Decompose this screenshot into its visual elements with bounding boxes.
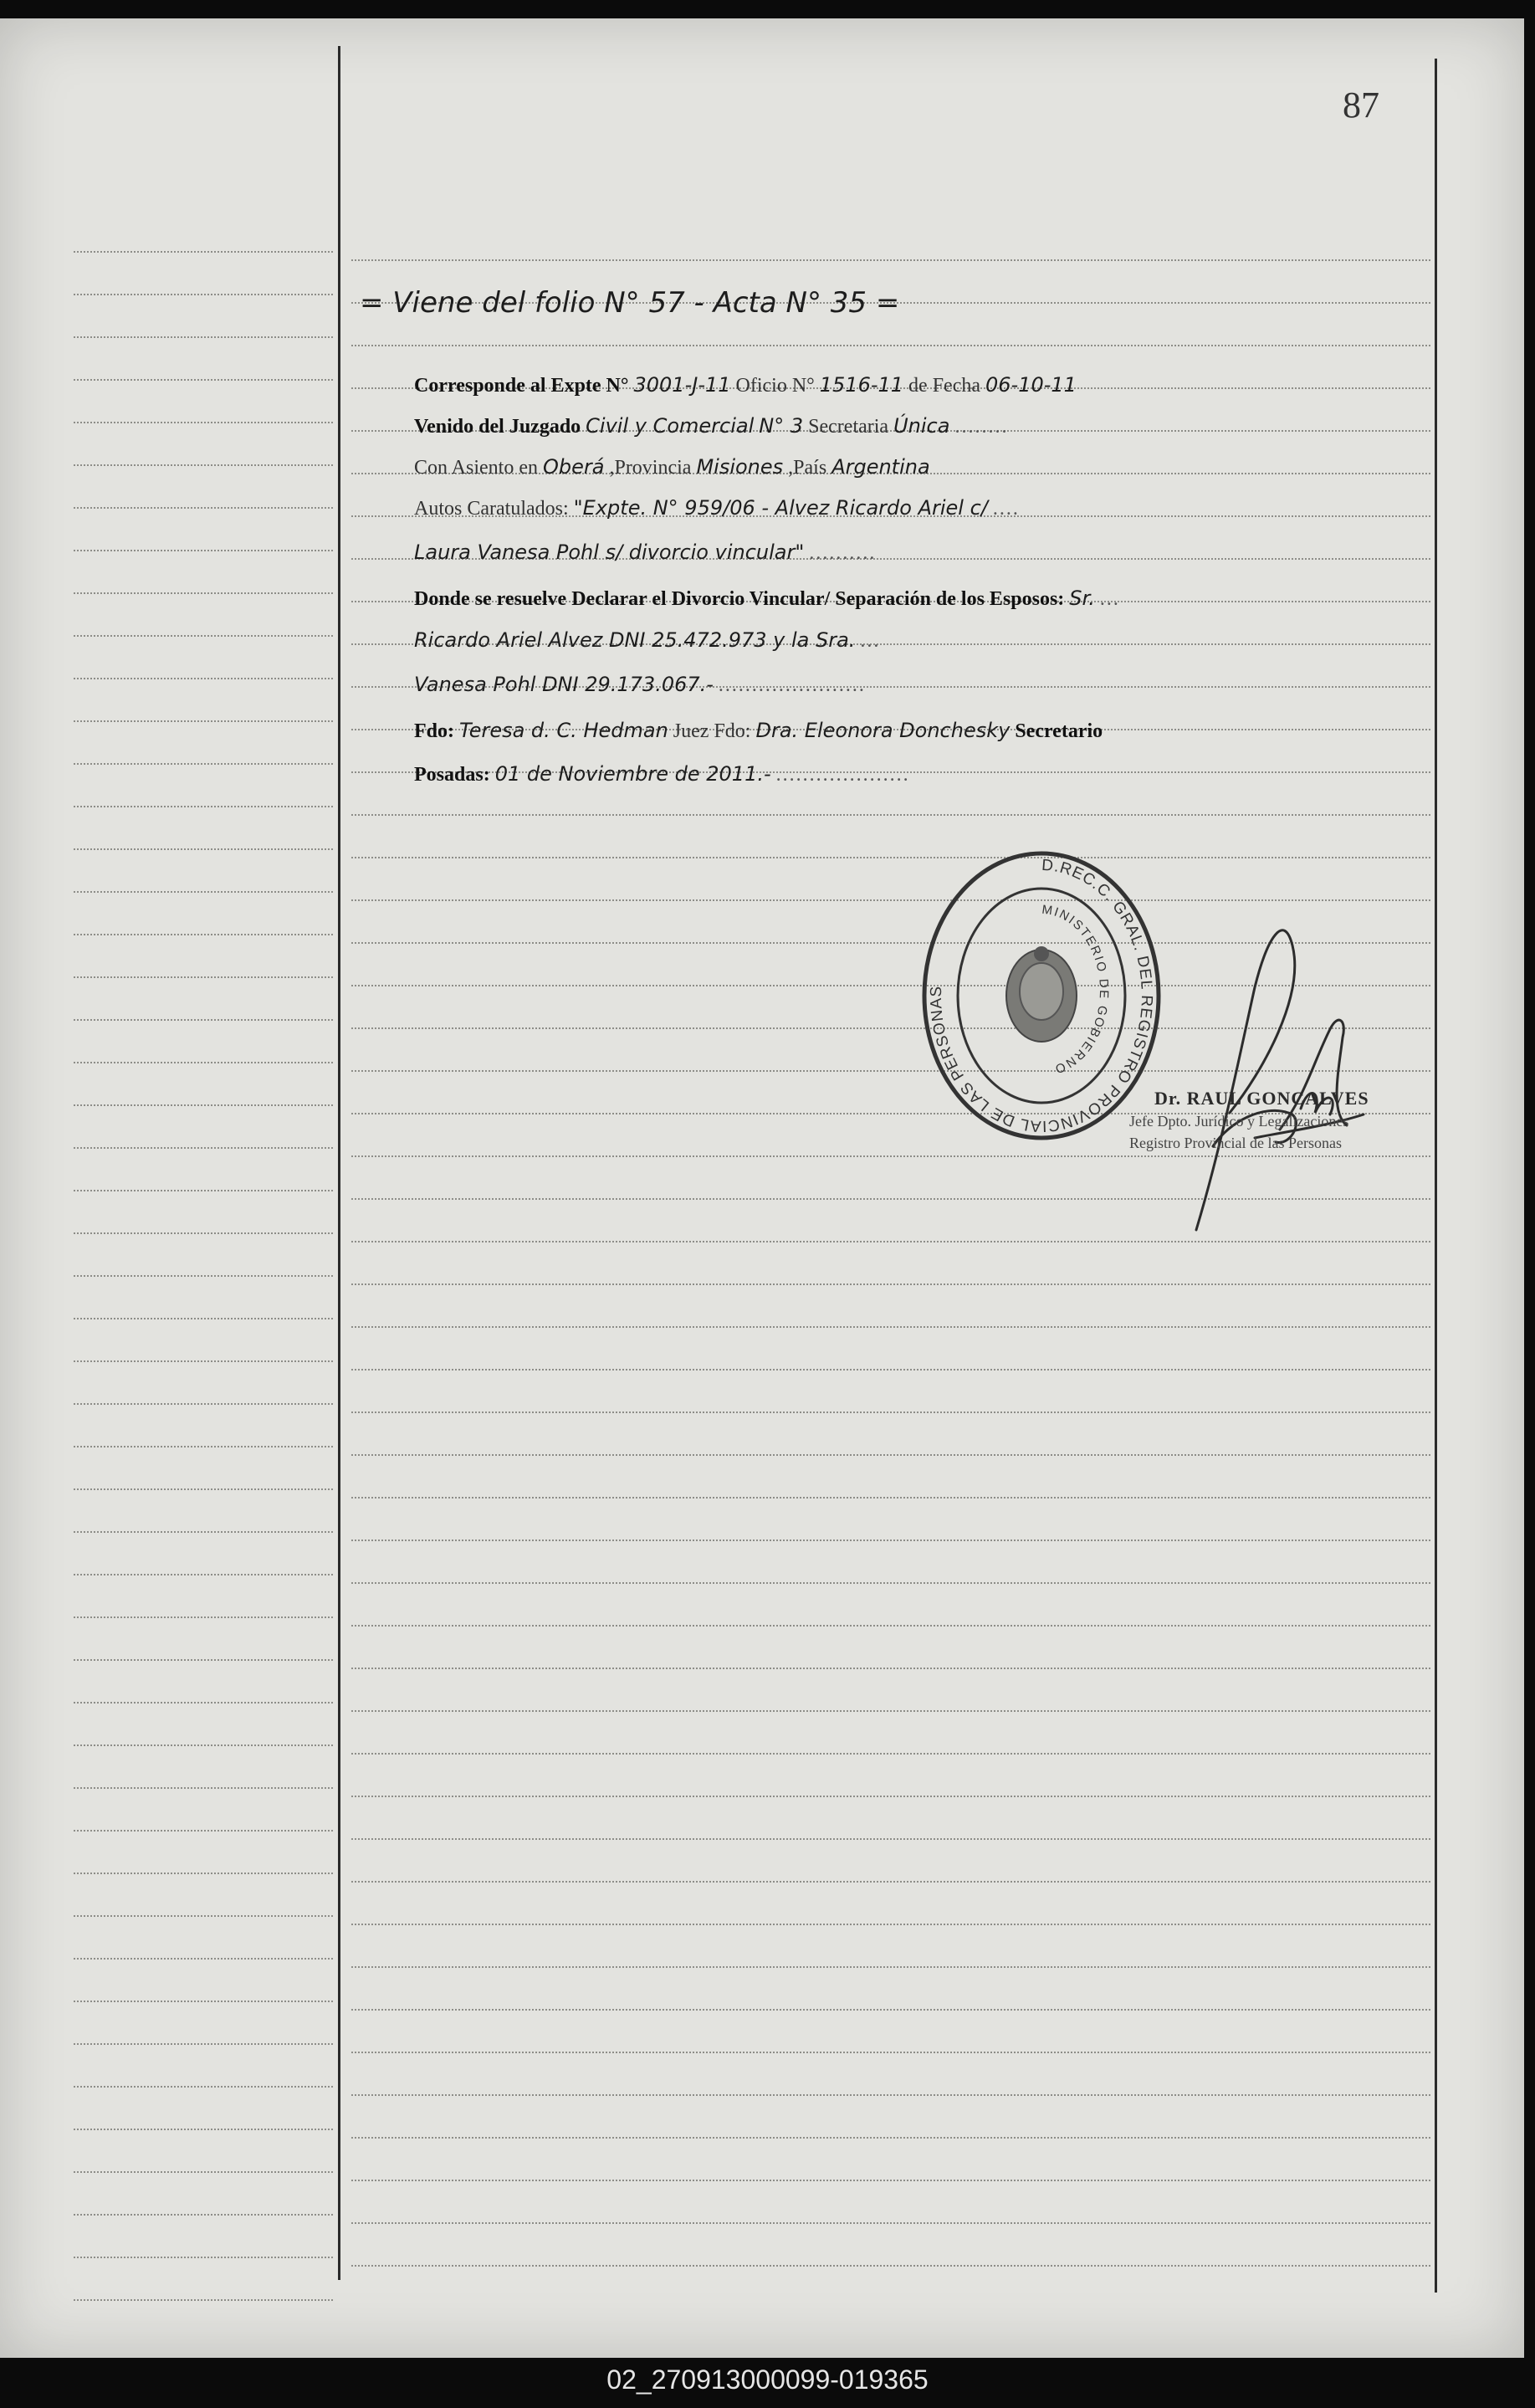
- ruled-line: [74, 763, 333, 765]
- fill-dots: ........: [954, 416, 1009, 438]
- ruled-line: [74, 2001, 333, 2002]
- field-label: Posadas:: [414, 764, 490, 786]
- signatory-role: Jefe Dpto. Jurídico y Legalizaciones: [1129, 1113, 1349, 1130]
- date-value: 06-10-11: [985, 373, 1077, 397]
- spouse-1: Ricardo Ariel Alvez DNI 25.472.973 y la Sra.: [414, 628, 856, 652]
- ruled-line: [74, 891, 333, 893]
- fill-dots: ......................: [718, 674, 866, 696]
- ruled-line: [351, 1710, 1430, 1712]
- ruled-line: [74, 806, 333, 807]
- ruled-line: [351, 1966, 1430, 1968]
- country-value: Argentina: [831, 455, 930, 479]
- ruled-line: [351, 857, 1430, 858]
- ruled-line: [351, 2222, 1430, 2224]
- ruled-line: [74, 1702, 333, 1704]
- ruled-line: [74, 1318, 333, 1319]
- ruled-line: [74, 720, 333, 722]
- ruled-line: [74, 1062, 333, 1063]
- field-label: Corresponde al Expte N°: [414, 375, 629, 397]
- record-line-5: [414, 540, 876, 566]
- record-line-1: [414, 372, 1077, 398]
- ruled-line: [74, 934, 333, 935]
- ruled-line: [351, 1753, 1430, 1755]
- ruled-line: [74, 1659, 333, 1661]
- record-line-6: [414, 586, 1120, 612]
- ruled-line: [351, 2265, 1430, 2267]
- field-label: ,País: [788, 457, 827, 479]
- secretary-name: Dra. Eleonora Donchesky: [755, 719, 1011, 742]
- ruled-line: [351, 345, 1430, 346]
- signatory-name: Dr. RAUL GONCALVES: [1154, 1088, 1369, 1109]
- left-margin-rule: [338, 46, 340, 2280]
- province-value: Misiones: [696, 455, 784, 479]
- ruled-line: [74, 848, 333, 850]
- ruled-line: [74, 507, 333, 509]
- ruled-line: [351, 2180, 1430, 2181]
- record-line-8: [414, 672, 866, 698]
- field-label: Venido del Juzgado: [414, 416, 581, 438]
- ruled-line: [74, 1531, 333, 1533]
- fill-dots: ...: [1099, 588, 1120, 610]
- ruled-line: [74, 1873, 333, 1874]
- ruled-line: [351, 2009, 1430, 2011]
- ruled-line: [351, 1497, 1430, 1499]
- judge-name: Teresa d. C. Hedman: [459, 719, 668, 742]
- ruled-line: [74, 1488, 333, 1490]
- ruled-line: [74, 2299, 333, 2301]
- ruled-line: [74, 592, 333, 594]
- signature-mark: [1096, 895, 1397, 1238]
- fill-dots: ..........: [809, 542, 877, 564]
- issue-date: 01 de Noviembre de 2011.-: [494, 762, 771, 786]
- ruled-line: [351, 1668, 1430, 1669]
- ruled-line: [74, 336, 333, 338]
- ruled-line: [74, 2129, 333, 2130]
- ruled-line: [74, 1275, 333, 1277]
- margin-ruled-lines: [74, 251, 333, 2393]
- ruled-line: [351, 1796, 1430, 1797]
- ruled-line: [74, 976, 333, 978]
- scan-reference-code: 02_270913000099-019365: [606, 2364, 929, 2395]
- ruled-line: [74, 379, 333, 381]
- seal-ring-text: D.REC.C. GRAL. DEL REGISTRO PROVINCIAL DE LAS PERSONAS: [927, 856, 1156, 1135]
- ruled-line: [74, 1360, 333, 1362]
- record-line-7: [414, 628, 880, 653]
- ruled-line: [74, 1787, 333, 1789]
- field-label: Autos Caratulados:: [414, 498, 569, 520]
- ruled-line: [74, 1019, 333, 1021]
- ruled-line: [351, 2094, 1430, 2096]
- case-title-continued: Laura Vanesa Pohl s/ divorcio vincular": [414, 541, 805, 564]
- seat-city: Oberá: [543, 455, 605, 479]
- ruled-line: [74, 2214, 333, 2216]
- ruled-line: [74, 1915, 333, 1917]
- fill-dots: ....: [992, 498, 1020, 520]
- ruled-line: [74, 1446, 333, 1447]
- ruled-line: [351, 1369, 1430, 1371]
- ruled-line: [74, 464, 333, 466]
- field-label: Fdo:: [414, 720, 454, 742]
- ruled-line: [351, 1625, 1430, 1627]
- spouse-title: Sr.: [1069, 587, 1095, 610]
- ruled-line: [74, 1232, 333, 1234]
- record-line-4: [414, 495, 1020, 521]
- court-name: Civil y Comercial: [586, 414, 755, 438]
- ruled-line: [351, 814, 1430, 816]
- ruled-line: [74, 2171, 333, 2173]
- ruled-line: [74, 1147, 333, 1149]
- ruled-line: [351, 1454, 1430, 1456]
- fill-dots: ....................: [775, 764, 910, 786]
- signatory-office: Registro Provincial de las Personas: [1129, 1135, 1342, 1151]
- ruled-line: [351, 2137, 1430, 2139]
- record-line-9: [414, 718, 1103, 744]
- record-line-3: [414, 454, 930, 480]
- fill-dots: ...: [860, 630, 881, 652]
- ruled-line: [74, 2086, 333, 2088]
- ruled-line: [74, 1574, 333, 1575]
- ruled-line: [351, 1582, 1430, 1584]
- field-label: de Fecha: [908, 375, 981, 397]
- ruled-line: [351, 1838, 1430, 1840]
- case-title: "Expte. N° 959/06 - Alvez Ricardo Ariel c/: [573, 496, 988, 520]
- ruled-line: [74, 251, 333, 253]
- ruled-line: [74, 422, 333, 423]
- ruled-line: [351, 1326, 1430, 1328]
- ruled-line: [351, 1540, 1430, 1541]
- court-number: N° 3: [759, 414, 804, 438]
- file-number: 3001-J-11: [633, 373, 731, 397]
- ruled-line: [351, 2052, 1430, 2053]
- ruled-line: [351, 1881, 1430, 1883]
- field-label: Donde se resuelve Declarar el Divorcio Vincular/ Separación de los Esposos:: [414, 588, 1065, 610]
- ruled-line: [351, 1411, 1430, 1413]
- ruled-line: [74, 1616, 333, 1618]
- ruled-line: [74, 2257, 333, 2258]
- record-line-10: [414, 761, 910, 787]
- field-label: Juez Fdo:: [673, 720, 751, 742]
- ruled-line: [74, 2043, 333, 2045]
- ruled-line: [351, 1283, 1430, 1285]
- ruled-line: [74, 678, 333, 679]
- ruled-line: [351, 1924, 1430, 1925]
- field-label: Oficio N°: [735, 375, 815, 397]
- secretaria-value: Única: [893, 414, 950, 438]
- ruled-line: [351, 1241, 1430, 1242]
- ruled-line: [74, 1190, 333, 1191]
- spouse-2: Vanesa Pohl DNI 29.173.067.-: [414, 673, 714, 696]
- ruled-line: [74, 1104, 333, 1106]
- field-label: Con Asiento en: [414, 457, 538, 479]
- ruled-line: [74, 635, 333, 637]
- ruled-line: [351, 259, 1430, 261]
- ruled-line: [74, 1958, 333, 1960]
- seal-inner-text: MINISTERIO DE GOBIERNO: [1041, 902, 1112, 1077]
- ruled-line: [74, 1403, 333, 1405]
- office-number: 1516-11: [819, 373, 904, 397]
- ruled-line: [74, 1830, 333, 1832]
- main-ruled-lines: [351, 259, 1430, 2385]
- field-label: Secretario: [1015, 720, 1103, 742]
- record-line-2: [414, 413, 1008, 439]
- ruled-line: [74, 1745, 333, 1746]
- continuation-heading: = Viene del folio N° 57 - Acta N° 35 =: [360, 286, 900, 320]
- page-number: 87: [1343, 85, 1379, 126]
- ruled-line: [74, 550, 333, 551]
- field-label: Secretaria: [808, 416, 889, 438]
- ruled-line: [74, 294, 333, 295]
- right-margin-rule: [1435, 59, 1437, 2293]
- field-label: ,Provincia: [609, 457, 692, 479]
